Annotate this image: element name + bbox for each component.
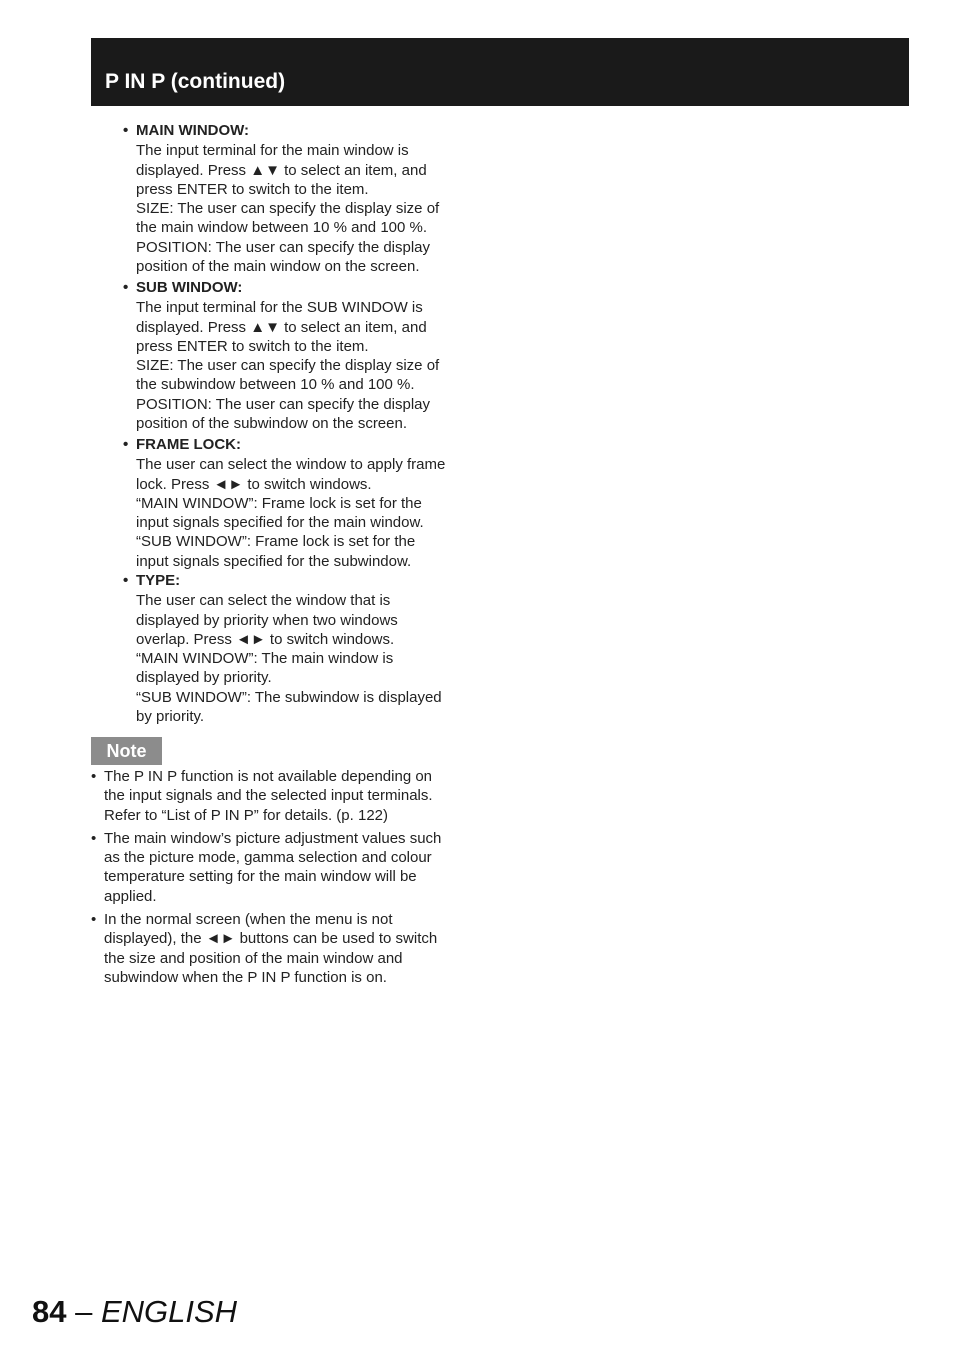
footer-language: ENGLISH <box>100 1294 238 1329</box>
item-text-line: “MAIN WINDOW”: The main window is <box>136 650 394 668</box>
item-text-line: The user can select the window to apply frame <box>136 456 446 474</box>
note-text-line: The P IN P function is not available depending on <box>104 768 433 785</box>
bullet: • <box>123 436 129 453</box>
note-text-line: temperature setting for the main window will be <box>104 868 417 886</box>
item-text-line: The user can select the window that is <box>136 592 391 610</box>
note-text-line: The main window’s picture adjustment values such <box>104 829 442 847</box>
section-header <box>91 38 909 106</box>
item-text-line: press ENTER to switch to the item. <box>136 337 369 355</box>
note-label: Note <box>91 737 162 765</box>
item-text-line: SIZE: The user can specify the display size of <box>136 357 440 375</box>
item-text-line: POSITION: The user can specify the display <box>136 238 431 256</box>
item-text-line: position of the subwindow on the screen. <box>136 415 408 433</box>
item-text-line: “MAIN WINDOW”: Frame lock is set for the <box>136 494 422 512</box>
item-text-line: input signals specified for the main window. <box>136 514 424 532</box>
bullet: • <box>123 122 129 139</box>
section-title: P IN P (continued) <box>105 70 286 93</box>
page-number: 84 <box>32 1294 67 1329</box>
note-text-line: subwindow when the P IN P function is on. <box>104 968 387 986</box>
item-text-line: The input terminal for the SUB WINDOW is <box>136 299 423 317</box>
item-text-line: displayed. Press ▲▼ to select an item, and <box>136 318 427 336</box>
note-bullet-3 <box>91 910 481 987</box>
item-text-line: lock. Press ◄► to switch windows. <box>136 475 372 493</box>
item-text-line: SIZE: The user can specify the display size of <box>136 200 440 218</box>
menu-item-list <box>123 121 483 726</box>
item-heading: FRAME LOCK: <box>136 436 241 453</box>
item-text-line: position of the main window on the screen. <box>136 258 420 276</box>
item-heading: MAIN WINDOW: <box>136 122 250 139</box>
bullet: • <box>123 572 129 589</box>
note-text-line: applied. <box>104 887 157 905</box>
item-text-line: “SUB WINDOW”: Frame lock is set for the <box>136 533 416 551</box>
bullet: • <box>123 279 129 296</box>
item-heading: TYPE: <box>136 572 181 589</box>
item-text-line: by priority. <box>136 708 205 726</box>
item-main-window <box>123 121 483 278</box>
item-text-line: displayed. Press ▲▼ to select an item, and <box>136 161 427 179</box>
note-list <box>91 767 481 991</box>
item-frame-lock <box>123 435 483 571</box>
note-text-line: displayed), the ◄► buttons can be used to switch <box>104 930 438 948</box>
footer-separator: – <box>66 1294 101 1329</box>
page-footer <box>32 1292 237 1332</box>
item-text-line: “SUB WINDOW”: The subwindow is displayed <box>136 688 442 706</box>
note-bullet-2 <box>91 829 481 906</box>
item-text-line: press ENTER to switch to the item. <box>136 180 369 198</box>
note-text-line: as the picture mode, gamma selection and colour <box>104 849 432 867</box>
bullet: • <box>91 768 97 785</box>
item-text-line: input signals specified for the subwindow. <box>136 552 412 570</box>
item-heading: SUB WINDOW: <box>136 279 243 296</box>
item-text-line: POSITION: The user can specify the display <box>136 395 431 413</box>
item-text-line: displayed by priority when two windows <box>136 611 398 629</box>
bullet: • <box>91 911 97 929</box>
note-text-line: the size and position of the main window and <box>104 949 403 967</box>
note-text-line: In the normal screen (when the menu is not <box>104 911 393 929</box>
note-text-line: the input signals and the selected input terminals. <box>104 787 433 805</box>
item-text-line: displayed by priority. <box>136 669 272 687</box>
item-text-line: the subwindow between 10 % and 100 %. <box>136 376 415 394</box>
item-text-line: overlap. Press ◄► to switch windows. <box>136 630 395 648</box>
bullet: • <box>91 829 97 847</box>
item-type <box>123 571 483 726</box>
item-sub-window <box>123 278 483 435</box>
item-text-line: the main window between 10 % and 100 %. <box>136 219 428 237</box>
note-text-line: Refer to “List of P IN P” for details. (p. 122) <box>104 806 389 824</box>
item-text-line: The input terminal for the main window is <box>136 142 409 160</box>
note-bullet-1 <box>91 767 481 825</box>
